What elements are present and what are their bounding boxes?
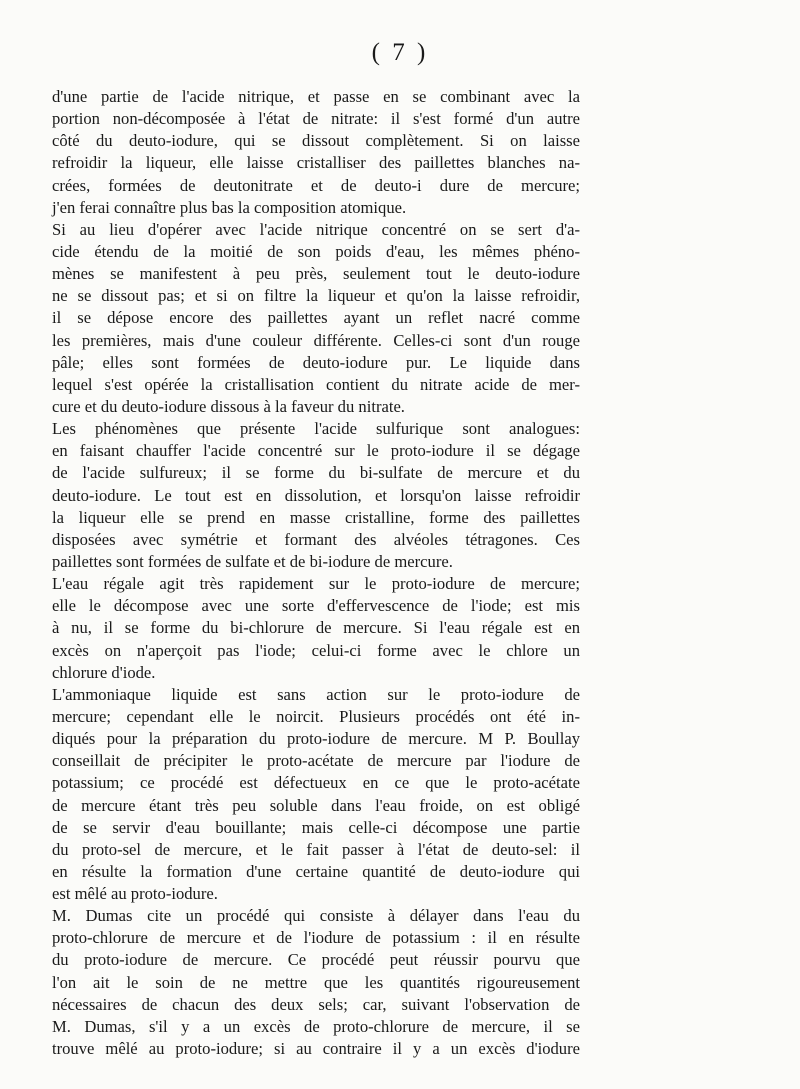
- text-line: il se dépose encore des paillettes ayant un reflet nacré comme: [52, 308, 580, 328]
- text-line: ne se dissout pas; et si on filtre la liqueur et qu'on la laisse refroidir,: [52, 286, 580, 306]
- text-line: en faisant chauffer l'acide concentré sur le proto-iodure il se dégage: [52, 441, 580, 461]
- text-line: deuto-iodure. Le tout est en dissolution, et lorsqu'on laisse refroidir: [52, 485, 580, 505]
- text-line: L'eau régale agit très rapidement sur le proto-iodure de mercure;: [52, 574, 580, 594]
- text-line: nécessaires de chacun des deux sels; car, suivant l'observation de: [52, 994, 580, 1014]
- text-line: à nu, il se forme du bi-chlorure de mercure. Si l'eau régale est en: [52, 618, 580, 638]
- text-line: potassium; ce procédé est défectueux en ce que le proto-acétate: [52, 773, 580, 793]
- text-line: mercure; cependant elle le noircit. Plusieurs procédés ont été in-: [52, 706, 580, 726]
- text-line: refroidir la liqueur, elle laisse cristalliser des paillettes blanches na-: [52, 153, 580, 173]
- text-line: la liqueur elle se prend en masse cristalline, forme des paillettes: [52, 507, 580, 527]
- body-text: [52, 86, 580, 1060]
- text-line: lequel s'est opérée la cristallisation contient du nitrate acide de mer-: [52, 374, 580, 394]
- text-line: paillettes sont formées de sulfate et de bi-iodure de mercure.: [52, 551, 453, 571]
- text-line: côté du deuto-iodure, qui se dissout complètement. Si on laisse: [52, 131, 580, 151]
- text-line: disposées avec symétrie et formant des alvéoles tétragones. Ces: [52, 529, 580, 549]
- text-line: chlorure d'iode.: [52, 662, 156, 682]
- text-line: de mercure étant très peu soluble dans l'eau froide, on est obligé: [52, 795, 580, 815]
- text-line: trouve mêlé au proto-iodure; si au contraire il y a un excès d'iodure: [52, 1039, 580, 1059]
- text-line: Si au lieu d'opérer avec l'acide nitrique concentré on se sert d'a-: [52, 219, 580, 239]
- text-line: proto-chlorure de mercure et de l'iodure de potassium : il en résulte: [52, 928, 580, 948]
- text-line: cure et du deuto-iodure dissous à la faveur du nitrate.: [52, 396, 405, 416]
- text-line: M. Dumas cite un procédé qui consiste à délayer dans l'eau du: [52, 906, 580, 926]
- text-line: portion non-décomposée à l'état de nitrate: il s'est formé d'un autre: [52, 109, 580, 129]
- text-line: excès on n'aperçoit pas l'iode; celui-ci forme avec le chlore un: [52, 640, 580, 660]
- text-line: mènes se manifestent à peu près, seulement tout le deuto-iodure: [52, 264, 580, 284]
- text-line: du proto-iodure de mercure. Ce procédé peut réussir pourvu que: [52, 950, 580, 970]
- text-line: l'on ait le soin de ne mettre que les quantités rigoureusement: [52, 972, 580, 992]
- text-line: diqués pour la préparation du proto-iodure de mercure. M P. Boullay: [52, 729, 580, 749]
- text-line: est mêlé au proto-iodure.: [52, 884, 218, 904]
- text-line: j'en ferai connaître plus bas la composition atomique.: [52, 197, 407, 217]
- text-line: en résulte la formation d'une certaine quantité de deuto-iodure qui: [52, 861, 580, 881]
- text-line: du proto-sel de mercure, et le fait passer à l'état de deuto-sel: il: [52, 839, 580, 859]
- page-number: ( 7 ): [371, 39, 429, 66]
- text-line: pâle; elles sont formées de deuto-iodure pur. Le liquide dans: [52, 352, 580, 372]
- text-line: cide étendu de la moitié de son poids d'eau, les mêmes phéno-: [52, 241, 580, 261]
- text-line: d'une partie de l'acide nitrique, et passe en se combinant avec la: [52, 87, 580, 106]
- text-line: L'ammoniaque liquide est sans action sur le proto-iodure de: [52, 684, 580, 704]
- text-line: M. Dumas, s'il y a un excès de proto-chlorure de mercure, il se: [52, 1016, 580, 1036]
- text-line: de se servir d'eau bouillante; mais celle-ci décompose une partie: [52, 817, 580, 837]
- text-line: les premières, mais d'une couleur différente. Celles-ci sont d'un rouge: [52, 330, 580, 350]
- text-line: crées, formées de deutonitrate et de deuto-i dure de mercure;: [52, 175, 580, 195]
- text-line: de l'acide sulfureux; il se forme du bi-sulfate de mercure et du: [52, 463, 580, 483]
- text-line: Les phénomènes que présente l'acide sulfurique sont analogues:: [52, 419, 580, 439]
- text-line: elle le décompose avec une sorte d'effervescence de l'iode; est mis: [52, 596, 580, 616]
- text-line: conseillait de précipiter le proto-acétate de mercure par l'iodure de: [52, 751, 580, 771]
